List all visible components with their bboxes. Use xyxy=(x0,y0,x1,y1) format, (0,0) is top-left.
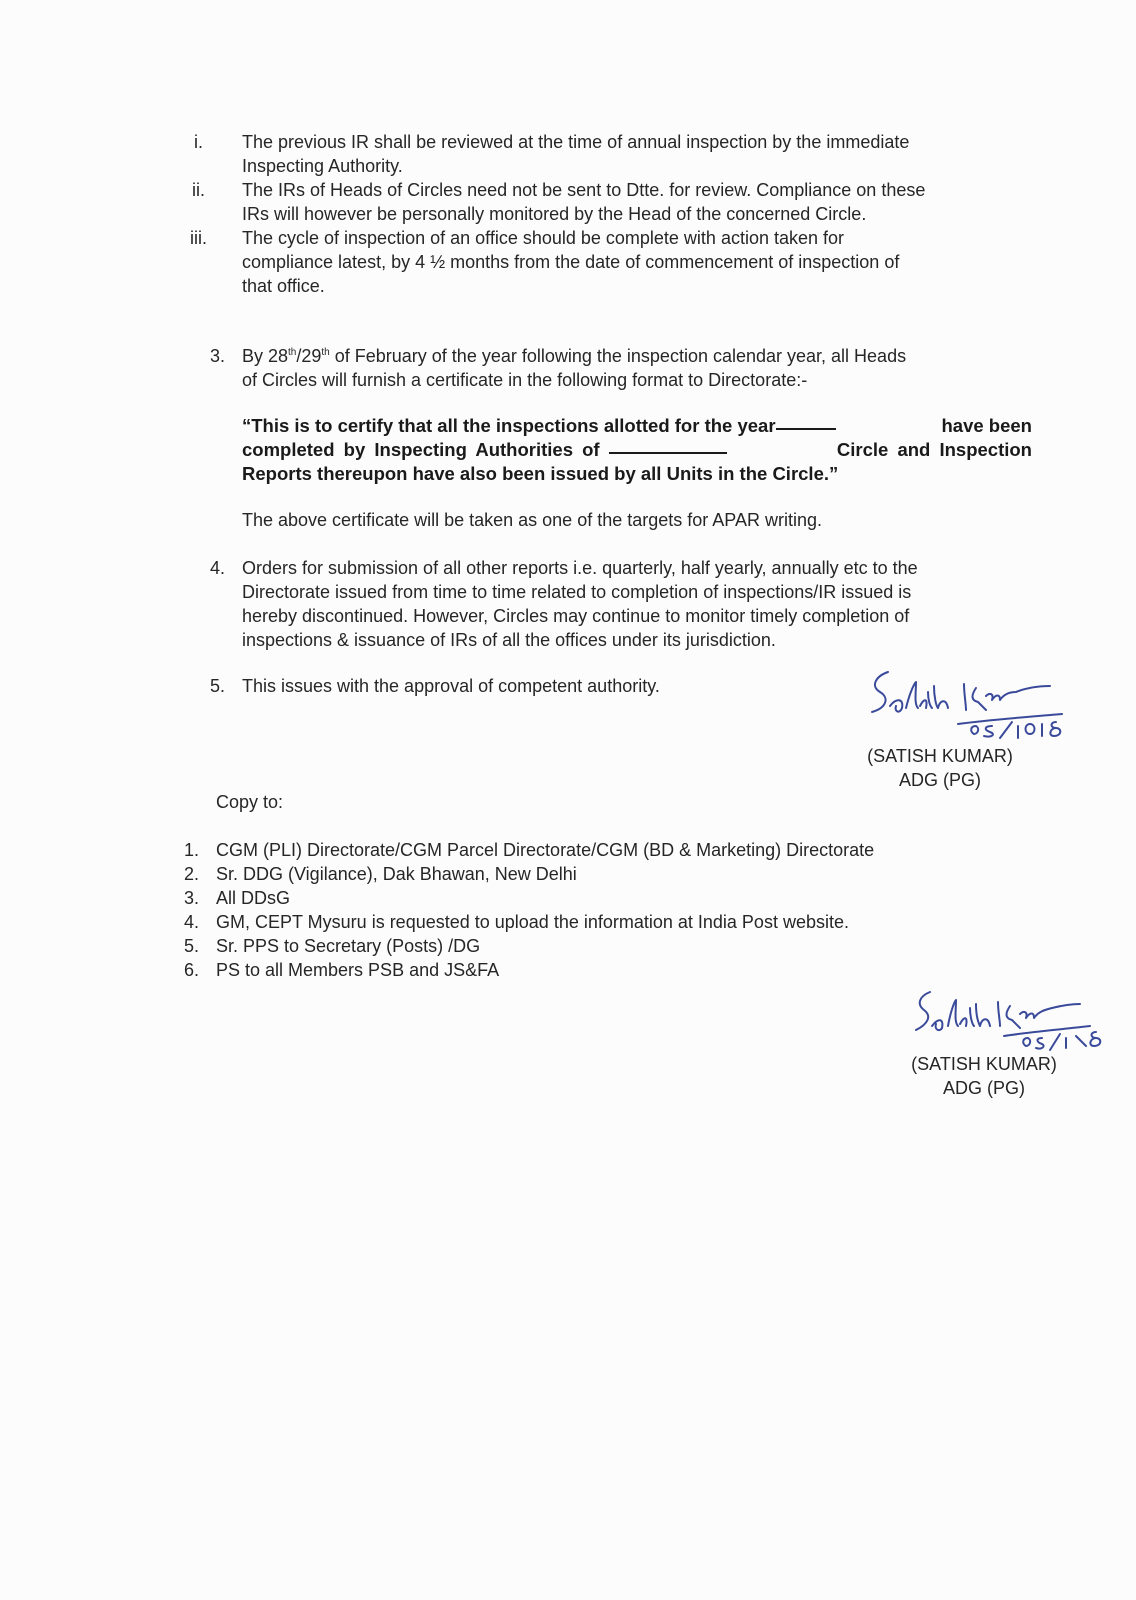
year-blank xyxy=(776,428,836,430)
copy-to-label: Copy to: xyxy=(216,792,284,812)
signatory-designation-1: ADG (PG) xyxy=(898,770,981,790)
signature-2-handwriting xyxy=(910,986,1110,1056)
copy-to-item-6: PS to all Members PSB and JS&FA xyxy=(216,960,500,980)
sub-item-marker-i: i. xyxy=(194,132,203,152)
sub-item-i xyxy=(242,130,1032,178)
signature-1-block xyxy=(840,744,1040,792)
sub-item-ii xyxy=(242,178,1032,226)
para-5-marker: 5. xyxy=(210,676,226,696)
copy-to-marker-4: 4. xyxy=(184,912,200,932)
copy-to-item-5: Sr. PPS to Secretary (Posts) /DG xyxy=(216,936,481,956)
para-4-line-2: Directorate issued from time to time related to completion of inspections/IR issued is xyxy=(242,582,912,602)
circle-blank xyxy=(609,452,727,454)
sub-item-i-line-2: Inspecting Authority. xyxy=(242,156,403,176)
para-4-line-4: inspections & issuance of IRs of all the offices under its jurisdiction. xyxy=(242,630,776,650)
sub-item-iii-line-3: that office. xyxy=(242,276,325,296)
copy-to-marker-6: 6. xyxy=(184,960,200,980)
sub-item-marker-iii: iii. xyxy=(190,228,207,248)
copy-to-item-3: All DDsG xyxy=(216,888,291,908)
para-4-line-1: Orders for submission of all other reports i.e. quarterly, half yearly, annually etc to the xyxy=(242,558,918,578)
certificate-text xyxy=(242,414,1032,486)
para-3-line-2: of Circles will furnish a certificate in the following format to Directorate:- xyxy=(242,370,808,390)
para-4 xyxy=(242,556,1032,652)
copy-to-marker-2: 2. xyxy=(184,864,200,884)
copy-to-marker-1: 1. xyxy=(184,840,200,860)
para-5: This issues with the approval of competent authority. xyxy=(242,676,660,696)
sub-item-ii-line-1: The IRs of Heads of Circles need not be sent to Dtte. for review. Compliance on these xyxy=(242,180,926,200)
copy-to-item-4: GM, CEPT Mysuru is requested to upload the information at India Post website. xyxy=(216,912,849,932)
certificate-line-3: Reports thereupon have also been issued by all Units in the Circle.” xyxy=(242,463,839,484)
sub-item-i-line-1: The previous IR shall be reviewed at the time of annual inspection by the immediate xyxy=(242,132,910,152)
sub-item-iii xyxy=(242,226,1032,298)
para-4-marker: 4. xyxy=(210,558,226,578)
para-3 xyxy=(242,344,1032,392)
sub-item-iii-line-1: The cycle of inspection of an office should be complete with action taken for xyxy=(242,228,845,248)
sub-item-ii-line-2: IRs will however be personally monitored by the Head of the concerned Circle. xyxy=(242,204,867,224)
signature-1-handwriting xyxy=(866,662,1096,744)
apar-note: The above certificate will be taken as one of the targets for APAR writing. xyxy=(242,510,822,530)
para-3-marker: 3. xyxy=(210,346,226,366)
signatory-name-2: (SATISH KUMAR) xyxy=(911,1054,1057,1074)
sub-item-marker-ii: ii. xyxy=(192,180,205,200)
para-4-line-3: hereby discontinued. However, Circles may continue to monitor timely completion of xyxy=(242,606,910,626)
certificate-line-1: “This is to certify that all the inspections allotted for the year have been xyxy=(242,415,1032,436)
para-3-line-1: By 28th/29th of February of the year following the inspection calendar year, all Heads xyxy=(242,346,907,366)
certificate-line-2: completed by Inspecting Authorities of Circle and Inspection xyxy=(242,439,1032,460)
copy-to-item-1: CGM (PLI) Directorate/CGM Parcel Directorate/CGM (BD & Marketing) Directorate xyxy=(216,840,875,860)
copy-to-marker-3: 3. xyxy=(184,888,200,908)
signature-2-block xyxy=(884,1052,1084,1100)
signatory-name-1: (SATISH KUMAR) xyxy=(867,746,1013,766)
sub-item-iii-line-2: compliance latest, by 4 ½ months from the date of commencement of inspection of xyxy=(242,252,900,272)
signatory-designation-2: ADG (PG) xyxy=(942,1078,1025,1098)
copy-to-marker-5: 5. xyxy=(184,936,200,956)
copy-to-item-2: Sr. DDG (Vigilance), Dak Bhawan, New Delhi xyxy=(216,864,577,884)
